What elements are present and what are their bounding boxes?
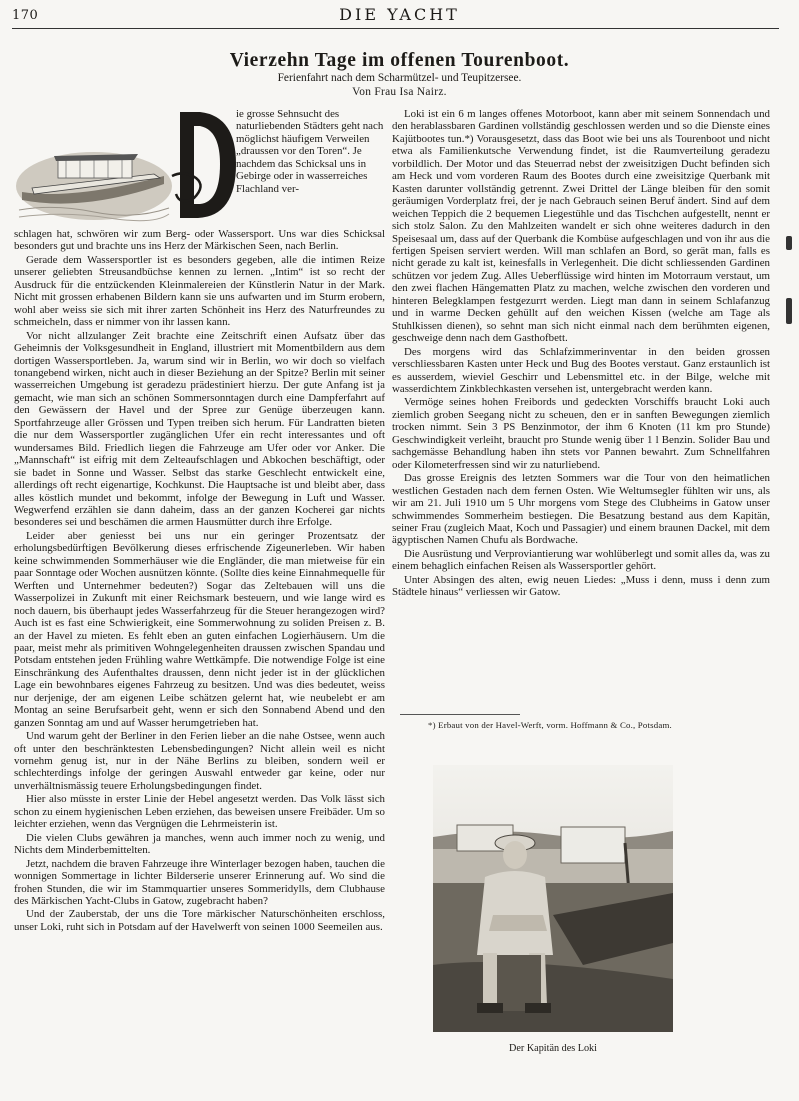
- body-paragraph: Des morgens wird das Schlafzimmerinventar in den beiden grossen verschliessbaren Kasten unter Heck und Bug des Bootes verstaut. Ganz erstaunlich ist es ausserdem, wieviel Geschirr und Lebensmittel etc. in der Bilge, welche mit wasserdichtem Zinkblechkasten versehen ist, untergebracht werden kann.: [392, 345, 770, 395]
- body-paragraph: Jetzt, nachdem die braven Fahrzeuge ihre Winterlager bezogen haben, tauchen die wonnigen Sommertage in lichter Bilderserie unserer Erinnerung auf. Wo sind die frohen Stunden, die wir im Stammquartier unseres Sommeridylls, dem Clubhause des Märkischen Yacht-Clubs in Gatow, zugebracht haben?: [14, 857, 385, 908]
- dropcap-d-ornament: [170, 106, 240, 224]
- body-paragraph: Leider aber geniesst bei uns nur ein geringer Prozentsatz der erholungsbedürftigen Bevölkerung dieses erfrischende Zigeunerleben. Wir haben keine schwimmenden Sommerhäuser wie die Engländer, die man mietweise für ein paar Sonntage oder Wochen ausnützen könnte. (Sollte dies keine Einnahmequelle für Werften und Unternehmer bedeuten?) Sogar das Zeltebauen will uns die Wasserpolizei in Zukunft mit einer Reichsmark besteuern, und wie lange wird es noch dauern, bis überhaupt jedes Wasserfahrzeug für die Steuer herangezogen wird? Auch ist es fast eine Schwierigkeit, eine Sommerwohnung zu soliden Preisen z. B. an der Havel zu mieten. Es fehlt eben an guten einfachen Logierhäusern. Um die paar, meist mehr als primitiven Wohngelegenheiten draussen zwischen Spandau und Potsdam entstehen jeden Frühling wahre Wettkämpfe. Die notwendige Folge ist eine Einschränkung des Aufenthaltes draussen, denn nicht jeder ist in der glücklichen Lage ein bewohnbares eigenes Fahrzeug zu besitzen. Und was dies bedeutet, weiss nur derjenige, der am eigenen Leibe schätzen gelernt hat, wie neubelebt er am Montag an seine Berufsarbeit geht, wenn er sich den Sonnabend Abend und den ganzen Sonntag am und auf Wasser herumgetrieben hat.: [14, 529, 385, 729]
- opening-wrap-text: [236, 108, 385, 195]
- scan-artifact: [786, 236, 792, 250]
- body-paragraph: Das grosse Ereignis des letzten Sommers war die Tour von den heimatlichen westlichen Gestaden nach dem fernen Osten. Wie Weltumsegler fühlten wir uns, als wir am 21. Juli 1910 um 5 Uhr morgens vom Stege des Clubheims in Gatow unser schwimmendes Sommerheim bestiegen. Die Besatzung bestand aus dem Kapitän, seiner Frau (zugleich Maat, Koch und Passagier) und einem braunen Dackel, mit dem ägyptischen Namen Chufu als Bordwache.: [392, 472, 770, 547]
- body-paragraph: Und der Zauberstab, der uns die Tore märkischer Naturschönheiten erschloss, unser Loki, ruht sich in Potsdam auf der Havelwerft von seinen 1000 Seemeilen aus.: [14, 908, 385, 933]
- motorboat-illustration: [14, 114, 172, 224]
- article-subtitle: Ferienfahrt nach dem Scharmützel- und Teupitzersee.: [277, 72, 522, 84]
- photo-caption: Der Kapitän des Loki: [509, 1043, 597, 1054]
- header-rule: [12, 28, 779, 29]
- body-paragraph: Die vielen Clubs gewähren ja manches, wenn auch immer noch zu wenig, und Nichts dem Minderbemittelten.: [14, 831, 385, 857]
- opening-block: [14, 108, 385, 228]
- opening-paragraph-continued: schlagen hat, schwören wir zum Berg- oder Wassersport. Uns war dies Schicksal besonders gut und brachte uns ins Herz der Märkischen Seen, nach Berlin.: [14, 228, 385, 253]
- page-number: 170: [12, 8, 39, 23]
- footnote-rule: [400, 714, 520, 715]
- article-title: Vierzehn Tage im offenen Tourenboot.: [229, 50, 570, 71]
- body-paragraph: Vor nicht allzulanger Zeit brachte eine Zeitschrift einen Aufsatz über das Geheimnis der Volksgesundheit in England, illustriert mit Momentbildern aus dem dortigen Wassersportleben. Ja, warum sind wir in Berlin, wo wir doch so vielfach tonangebend wirken, nicht auch in dieser Beziehung an der Spitze? Berlin mit seiner wasserreichen Umgebung ist geradezu prädestiniert hierzu. Der gute Anfang ist ja gemacht, wie man sich an schönen Sommersonntagen durch eine Dampferfahrt auf den Gewässern der Havel und der Spree zur Genüge überzeugen kann. Sportfahrzeuge aller Grössen und Typen treiben sich herum. Für Landratten bieten die nur dem Wassersportler zugänglichen Ufer ein recht interessantes und oft wundersames Bild. Friedlich liegen die Fahrzeuge am Ufer oder vor Anker. Die „Mannschaft“ ist eifrig mit dem Zelteaufschlagen und Abkochen beschäftigt, oder sie badet in Sonne und Wasser. Selbst das starke Geschlecht entwickelt eine, allerdings oft recht eigenartige, Kochkunst. Die Hauptsache ist und bleibt aber, dass alles köstlich mundet und bekommt, infolge der Bewegung in Luft und Wasser. Wegwerfend erzählen sie dann daheim, dass an der ganzen Kocherei gar nichts besonderes sei und beschämen die armen Hausmütter durch ihre Erfolge.: [14, 329, 385, 529]
- scan-artifact: [786, 298, 792, 324]
- body-paragraph: Die Ausrüstung und Verproviantierung war wohlüberlegt und somit alles da, was zu einem behaglich einfachen Reisen als Wassersportler gehört.: [392, 547, 770, 573]
- body-paragraph: Vermöge seines hohen Freibords und gedeckten Vorschiffs braucht Loki auch ziemlich groben Seegang nicht zu scheuen, den er in sanften Bewegungen ziemlich trocken nimmt. Sein 3 PS Benzinmotor, der ihm 6 Knoten (11 km pro Stunde) Geschwindigkeit verleiht, braucht pro Stunde wenig über 1 l Benzin. Solider Bau und sachgemässe Behandlung haben ihn stets vor Pannen bewahrt. Zum Schnellfahren oder Kilometerfressen sind wir zu naturliebend.: [392, 396, 770, 471]
- opening-paragraph: ie grosse Sehnsucht des naturliebenden Städters geht nach möglichst häufigem Verweilen „draussen vor den Toren“. Je nachdem das Schicksal uns in Gebirge oder in wasserreiches Flachland ver-: [236, 108, 384, 195]
- body-paragraph: Hier also müsste in erster Linie der Hebel angesetzt werden. Das Volk lässt sich schon zu einem hygienischen Leben erziehen, das beweisen unsere Freibäder. Um so leichter erziehen, wenn das Vergnügen die Lehrmeisterin ist.: [14, 793, 385, 831]
- body-paragraph: Loki ist ein 6 m langes offenes Motorboot, kann aber mit seinem Sonnendach und den herablassbaren Gardinen vollständig geschlossen werden und so die Dienste eines Kajütbootes tun.*) Vorausgesetzt, dass das Boot wie bei uns als Tourenboot und nicht etwa als Familienkutsche Verwendung findet, ist die Raumverteilung geradezu vorbildlich. Der Motor und das Steuerrad nebst der zweisitzigen Ducht befinden sich am Heck und vom vorderen Raum des Bootes durch eine zweisitzige Querbank mit Kasten darunter vollständig getrennt. Zwei Drittel der Länge bleiben für den somit geräumigen Vorderplatz frei, der je nach Gebrauch seinen Beruf ändert. Sind auf dem weichen Teppich die 2 bequemen Liegestühle und das Tischchen aufgestellt, nennt er sich stolz Salon. Zu den Mahlzeiten wandelt er sich ohne weiteres dadurch in den Speisesaal um, dass auf der Querbank die Kombüse aufgeschlagen und von ihr aus die fertigen Speisen serviert werden. Will man schlafen an Bord, so gerät man, falls es nicht gerade zu kalt ist, keinesfalls in Verlegenheit. Die dicht schliessenden Gardinen schützen vor jedem Zug. Alles Ueberflüssige wird hinten im Motorraum verstaut, um den zwei flachen Hängematten Platz zu machen, welche zwischen den vorderen und hinteren Belegklampen festgezurrt werden. Liegt man dann in seinem Schlafanzug und in warme Decken gehüllt auf den weichen Kissen (welche am Tage als Stuhlkissen dienen), so sehnt man sich nicht einmal nach dem berühmten eigenen, geschweige denn nach dem Gasthofbett.: [392, 108, 770, 345]
- right-column: [392, 108, 770, 600]
- body-paragraph: Und warum geht der Berliner in den Ferien lieber an die nahe Ostsee, wenn auch oft unter den beschränktesten Lebensbedingungen? Nicht allein weil es nicht vornehm genug ist, nur in der Nähe Berlins zu bleiben, sondern weil er schlechterdings infolge der geringen Auswahl entweder gar keine, oder nur unverhältnismässig teuere Erholungsbedingungen findet.: [14, 730, 385, 792]
- body-paragraph: Gerade dem Wassersportler ist es besonders gegeben, alle die intimen Reize unserer geliebten Streusandbüchse kennen zu lernen. „Intim“ ist so recht der Ausdruck für die entzückenden Kleinmalereien der Künstlerin Natur in der Mark. Nicht mit grossen erhabenen Bildern kann sie uns aufwarten und im Sturm erobern, wohl aber weiss sie sich mit ihrer zarten Schönheit ins Herz des Naturfreundes zu schmeicheln, dass er nimmer von ihr lassen kann.: [14, 253, 385, 329]
- footnote: *) Erbaut von der Havel-Werft, vorm. Hoffmann & Co., Potsdam.: [428, 720, 672, 730]
- running-head: DIE YACHT: [339, 5, 460, 24]
- body-paragraph: Unter Absingen des alten, ewig neuen Liedes: „Muss i denn, muss i denn zum Städtele hinaus“ verliessen wir Gatow.: [392, 573, 770, 599]
- captain-photo: [433, 765, 673, 1032]
- article-byline: Von Frau Isa Nairz.: [352, 86, 447, 98]
- left-column: [14, 108, 385, 934]
